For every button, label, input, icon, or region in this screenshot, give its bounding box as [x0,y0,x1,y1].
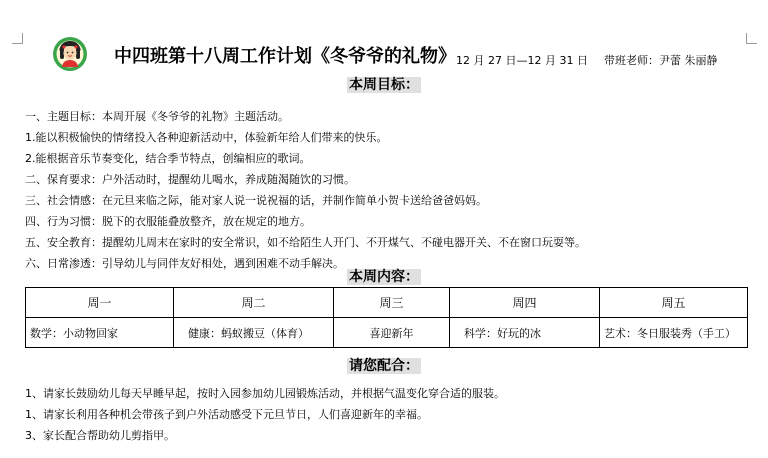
goal-line: 五、安全教育：提醒幼儿周末在家时的安全常识，如不给陌生人开门、不开煤气、不碰电器开关、不在窗口玩耍等。 [25,236,586,249]
activity-wed: 喜迎新年 [334,318,450,348]
cooperation-line: 1、请家长鼓励幼儿每天早睡早起，按时入园参加幼儿园锻炼活动，并根据气温变化穿合适的服装。 [25,387,505,400]
goal-line: 六、日常渗透：引导幼儿与同伴友好相处，遇到困难不动手解决。 [25,257,344,270]
goal-line: 三、社会情感：在元旦来临之际，能对家人说一说祝福的话，并制作简单小贺卡送给爸爸妈妈。 [25,194,487,207]
cooperation-line: 3、家长配合帮助幼儿剪指甲。 [25,429,175,442]
cooperate-heading: 请您配合： [349,358,419,374]
goals-heading: 本周目标： [349,77,419,93]
table-row [26,318,748,348]
activity-fri: 艺术：冬日服装秀（手工） [600,318,748,348]
goal-line: 一、主题目标：本周开展《冬爷爷的礼物》主题活动。 [25,110,289,123]
activity-thu: 科学：好玩的冰 [450,318,600,348]
plan-title: 中四班第十八周工作计划《冬爷爷的礼物》 [114,46,456,67]
day-header-fri: 周五 [600,288,748,318]
goal-line: 1.能以积极愉快的情绪投入各种迎新活动中，体验新年给人们带来的快乐。 [25,131,388,144]
date-range: 12 月 27 日—12 月 31 日 [456,54,588,67]
activity-tue: 健康：蚂蚁搬豆（体育） [174,318,334,348]
content-heading: 本周内容： [349,269,419,285]
cooperation-line: 1、请家长利用各种机会带孩子到户外活动感受下元旦节日，人们喜迎新年的幸福。 [25,408,428,421]
day-header-mon: 周一 [26,288,174,318]
child-avatar-icon [52,36,88,72]
margin-corner-top-left [12,33,23,44]
day-header-wed: 周三 [334,288,450,318]
day-header-thu: 周四 [450,288,600,318]
teacher-names: 带班老师：尹蕾 朱丽静 [604,54,718,67]
weekly-schedule-table [25,287,748,348]
goal-line: 2.能根据音乐节奏变化，结合季节特点，创编相应的歌词。 [25,152,311,165]
activity-mon: 数学：小动物回家 [26,318,174,348]
day-header-tue: 周二 [174,288,334,318]
document-header [52,36,752,72]
goal-line: 四、行为习惯：脱下的衣服能叠放整齐，放在规定的地方。 [25,215,311,228]
table-header-row [26,288,748,318]
goal-line: 二、保育要求：户外活动时，提醒幼儿喝水，养成随渴随饮的习惯。 [25,173,355,186]
